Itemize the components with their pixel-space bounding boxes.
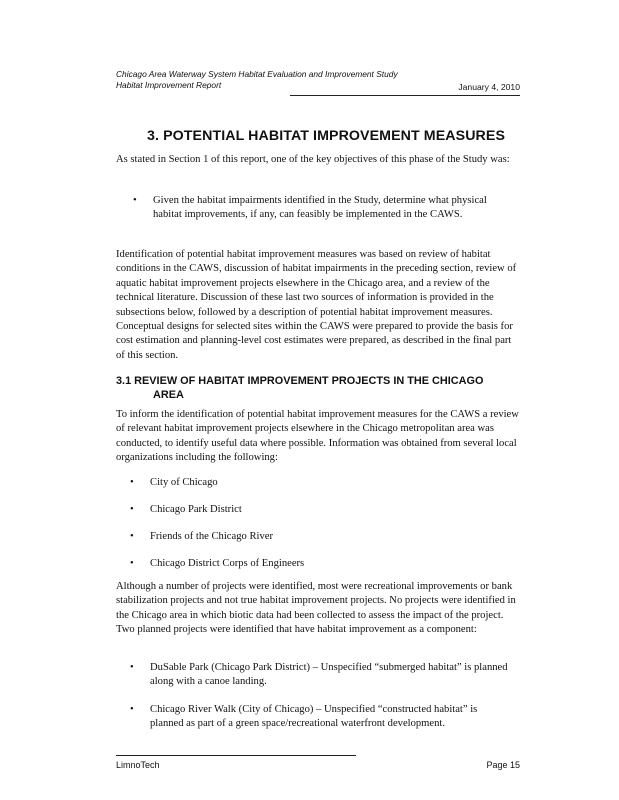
bullet-icon: • — [130, 662, 134, 673]
section-paragraph-2 — [116, 248, 520, 363]
header-date: January 4, 2010 — [458, 82, 520, 92]
bullet-icon: • — [130, 477, 134, 488]
footer-company: LimnoTech — [116, 760, 160, 770]
bullet-icon: • — [130, 704, 134, 715]
paragraph-text: Although a number of projects were identified, most were recreational improvements or bank stabilization projects and not true habitat improvement projects. No projects were identified in the Chicago area in which biotic data had been collected to assess the impact of the project. Two planned projects were identified that have habitat improvement as a component: — [116, 581, 516, 636]
paragraph-text: To inform the identification of potential habitat improvement measures for the CAWS a review of relevant habitat improvement projects elsewhere in the Chicago metropolitan area was conducted, to identify useful data where possible. Information was obtained from several local organizations including the following: — [116, 409, 519, 464]
bullet-icon: • — [133, 195, 137, 206]
planned-project: DuSable Park (Chicago Park District) – Unspecified “submerged habitat” is planned along with a canoe landing. — [150, 662, 508, 688]
bullet-icon: • — [130, 558, 134, 569]
section-intro — [116, 153, 520, 167]
bullet-icon: • — [130, 531, 134, 542]
header-study-title: Chicago Area Waterway System Habitat Evaluation and Improvement Study — [116, 69, 398, 79]
organization-name: Friends of the Chicago River — [150, 531, 273, 542]
subsection-heading-line1: 3.1 REVIEW OF HABITAT IMPROVEMENT PROJECTS IN THE CHICAGO — [116, 375, 484, 387]
footer-divider — [116, 755, 356, 756]
planned-project: Chicago River Walk (City of Chicago) – Unspecified “constructed habitat” is planned as part of a green space/recreational waterfront development. — [150, 704, 478, 730]
subsection-paragraph-2 — [116, 580, 520, 638]
subsection-heading-line2: AREA — [153, 389, 184, 401]
section-heading: 3. POTENTIAL HABITAT IMPROVEMENT MEASURES — [147, 128, 506, 144]
paragraph-text: Identification of potential habitat improvement measures was based on review of habitat conditions in the CAWS, discussion of habitat impairments in the preceding section, review of aquatic habitat improvement projects elsewhere in the Chicago area, and a review of the technical literature. Discussion of these last two sources of information is provided in the subsections below, followed by a description of potential habitat improvement measures. Conceptual designs for selected sites within the CAWS were prepared to provide the basis for cost estimation and planning-level cost estimates were prepared, as described in the final part of this section. — [116, 249, 517, 361]
subsection-heading — [116, 374, 520, 402]
organization-name: Chicago Park District — [150, 504, 242, 515]
footer-page-number: Page 15 — [486, 760, 520, 770]
bullet-icon: • — [130, 504, 134, 515]
subsection-paragraph-1 — [116, 408, 520, 466]
organization-name: Chicago District Corps of Engineers — [150, 558, 305, 569]
organization-name: City of Chicago — [150, 477, 218, 488]
header-divider — [290, 95, 520, 96]
objective-text: Given the habitat impairments identified in the Study, determine what physical habitat improvements, if any, can feasibly be implemented in the CAWS. — [153, 195, 487, 221]
intro-paragraph: As stated in Section 1 of this report, one of the key objectives of this phase of the Study was: — [116, 154, 510, 165]
header-report-title: Habitat Improvement Report — [116, 80, 222, 90]
